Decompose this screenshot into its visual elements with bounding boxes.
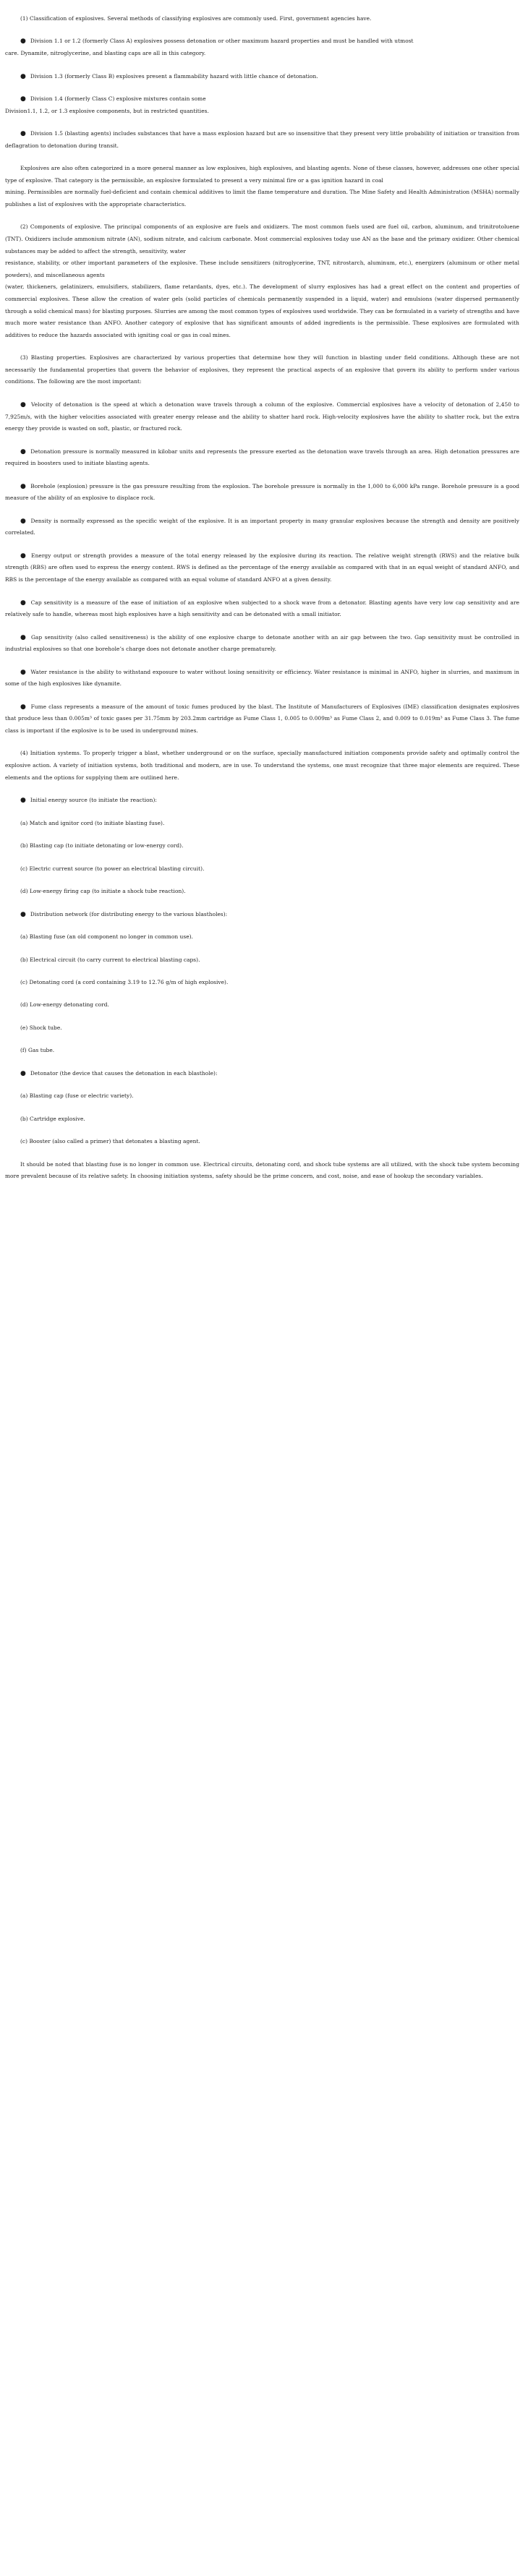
document-body [0, 0, 528, 1190]
bullet-paragraph: ● Borehole (explosion) pressure is the gas pressure resulting from the explosion. The borehole pressure is normally in the 1,000 to 6,000 kPa range. Borehole pressure is a good measure of the ability of an explosive to displace rock. [5, 481, 519, 505]
bullet-paragraph: ● Detonation pressure is normally measured in kilobar units and represents the pressure exerted as the detonation wave travels through an area. High detonation pressures are required in boosters used to initiate blasting agents. [5, 446, 519, 470]
bullet-paragraph: ● Density is normally expressed as the specific weight of the explosive. It is an important property in many granular explosives because the strength and density are positively correlated. [5, 515, 519, 539]
list-item: (b) Electrical circuit (to carry current to electrical blasting caps). [20, 956, 200, 963]
list-item: (c) Electric current source (to power an electrical blasting circuit). [20, 865, 205, 872]
bullet-paragraph: ● Division 1.5 (blasting agents) includes substances that have a mass explosion hazard but are so insensitive that they present very little probability of initiation or transition from deflagration to detonation during transit. [5, 128, 519, 152]
paragraph: (4) Initiation systems. To properly trigger a blast, whether underground or on the surface, specially manufactured initiation components provide safety and optimally control the explosive action. A variety of initiation systems, both traditional and modern, are in use. To understand the systems, one must recognize that three major elements are required. These elements and the options for supplying them are outlined here. [5, 750, 519, 781]
paragraph: (3) Blasting properties. Explosives are characterized by various properties that determine how they will function in blasting under field conditions. Although these are not necessarily the fundamental properties that govern the behavior of explosives, they represent the practical aspects of an explosive that govern its ability to perform under various conditions. The following are the most important: [5, 354, 519, 385]
list-item: (e) Shock tube. [20, 1024, 62, 1031]
list-item: (b) Blasting cap (to initiate detonating or low-energy cord). [20, 842, 184, 850]
bullet-paragraph: ● Detonator (the device that causes the detonation in each blasthole): [5, 1068, 519, 1080]
list-item: (b) Cartridge explosive. [20, 1115, 85, 1122]
bullet-paragraph: ● Cap sensitivity is a measure of the ease of initiation of an explosive when subjected to a shock wave from a detonator. Blasting agents have very low cap sensitivity and are relatively safe to handle, whereas most high explosives have a high sensitivity and can be detonated with a small initiator. [5, 597, 519, 621]
bullet-paragraph: ● Energy output or strength provides a measure of the total energy released by the explosive during its reaction. The relative weight strength (RWS) and the relative bulk strength (RBS) are often used to express the energy content. RWS is defined as the percentage of the energy available as compared with that in an equal weight of standard ANFO, and RBS is the percentage of the energy available as compared with an equal volume of standard ANFO at a given density. [5, 550, 519, 586]
bullet-paragraph: ● Gap sensitivity (also called sensitiveness) is the ability of one explosive charge to detonate another with an air gap between the two. Gap sensitivity must be controlled in industrial explosives so that one borehole’s charge does not detonate another charge prematurely. [5, 632, 519, 656]
list-item: (c) Detonating cord (a cord containing 3.19 to 12.76 g/m of high explosive). [20, 979, 229, 985]
bullet-paragraph: ● Fume class represents a measure of the amount of toxic fumes produced by the blast. The Institute of Manufacturers of Explosives (IME) classification designates explosives that produce less than 0.005m³ of toxic gases per 31.75mm by 203.2mm cartridge as Fume Class 1, 0.005 to 0.009m³ as Fume Class 2, and 0.009 to 0.019m³ as Fume Class 3. The fume class is important if the explosive is to be used in underground mines. [5, 701, 519, 737]
bullet-paragraph: ● Division 1.4 (formerly Class C) explosive mixtures contain some Division1.1, 1.2, or 1.3 explosive components, but in restricted quantities. [5, 93, 519, 117]
bullet-paragraph: ● Division 1.3 (formerly Class B) explosives present a flammability hazard with little chance of detonation. [5, 71, 519, 83]
bullet-paragraph: ● Water resistance is the ability to withstand exposure to water without losing sensitivity or efficiency. Water resistance is minimal in ANFO, higher in slurries, and maximum in some of the high explosives like dynamite. [5, 667, 519, 690]
paragraph: (1) Classification of explosives. Several methods of classifying explosives are commonly used. First, government agencies have. [20, 15, 372, 22]
list-item: (a) Blasting fuse (an old component no longer in common use). [20, 933, 193, 941]
list-item: (a) Match and ignitor cord (to initiate blasting fuse). [20, 819, 165, 826]
list-item: (d) Low-energy firing cap (to initiate a shock tube reaction). [20, 888, 186, 895]
list-item: (c) Booster (also called a primer) that detonates a blasting agent. [20, 1138, 200, 1145]
paragraph: (2) Components of explosive. The principal components of an explosive are fuels and oxidizers. The most common fuels used are fuel oil, carbon, aluminum, and trinitrotoluene (TNT). Oxidizers include ammonium nitrate (AN), sodium nitrate, and calcium carbonate. Most commercial explosives today use AN as the base and the primary oxidizer. Other chemical substances may be added to affect the strength, sensitivity, water resistance, stability, or other important parameters of the explosive. These include sensitizers (nitroglycerine, TNT, nitrostarch, aluminum, etc.), energizers (aluminum or other metal powders), and miscellaneous agents (water, thickeners, gelatinizers, emulsifiers, stabilizers, flame retardants, dyes, etc.). The development of slurry explosives has had a great effect on the content and properties of commercial explosives. These allow the creation of water gels (solid particles of chemicals permanently suspended in a liquid, water) and emulsions (water dispersed permanently through a solid chemical mass) for blasting purposes. Slurries are among the most common types of explosives used worldwide. They can be formulated in a variety of strengths and have much more water resistance than ANFO. Another category of explosive that has significant amounts of added ingredients is the permissible. These explosives are formulated with additives to reduce the hazards associated with igniting coal or gas in coal mines. [5, 223, 519, 338]
bullet-paragraph: ● Division 1.1 or 1.2 (formerly Class A) explosives possess detonation or other maximum hazard properties and must be handled with utmost care. Dynamite, nitroglycerine, and blasting caps are all in this category. [5, 35, 519, 59]
list-item: (d) Low-energy detonating cord. [20, 1001, 109, 1009]
paragraph: It should be noted that blasting fuse is no longer in common use. Electrical circuits, detonating cord, and shock tube systems are all utilized, with the shock tube system becoming more prevalent because of its relative safety. In choosing initiation systems, safety should be the prime concern, and cost, noise, and ease of hookup the secondary variables. [5, 1160, 519, 1180]
bullet-paragraph: ● Distribution network (for distributing energy to the various blastholes): [5, 909, 519, 921]
list-item: (a) Blasting cap (fuse or electric variety). [20, 1092, 134, 1100]
bullet-paragraph: ● Initial energy source (to initiate the reaction): [5, 795, 519, 807]
list-item: (f) Gas tube. [20, 1047, 55, 1054]
paragraph: Explosives are also often categorized in a more general manner as low explosives, high explosives, and blasting agents. None of these classes, however, addresses one other special type of explosive. That category is the permissible, an explosive formulated to present a very minimal fire or a gas ignition hazard in coal mining. Permissibles are normally fuel-deficient and contain chemical additives to limit the flame temperature and duration. The Mine Safety and Health Administration (MSHA) normally publishes a list of explosives with the appropriate characteristics. [5, 165, 519, 207]
bullet-paragraph: ● Velocity of detonation is the speed at which a detonation wave travels through a column of the explosive. Commercial explosives have a velocity of detonation of 2,450 to 7,925m/s, with the higher velocities associated with greater energy release and the ability to shatter hard rock. High-velocity explosives have the ability to shatter rock, but the extra energy they provide is wasted on soft, plastic, or fractured rock. [5, 399, 519, 435]
